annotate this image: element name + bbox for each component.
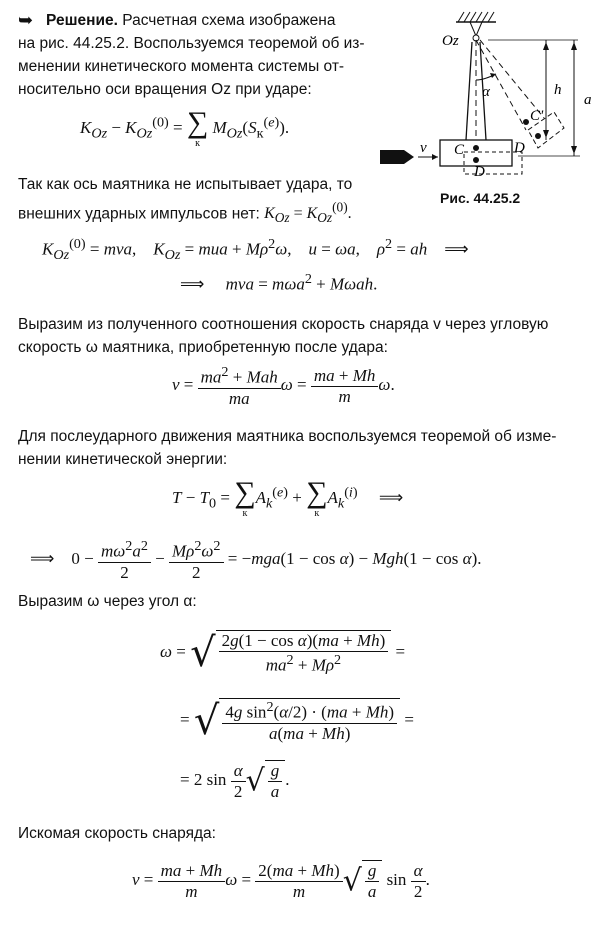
v-omega-equation: v = $\frac{ma^2 + Mah}{ma}$ ω = $\frac{ma + Mh}{m}$ ω. [172, 364, 395, 408]
figure-label-axis: Oz [442, 33, 459, 49]
result-equation: ⟹ mva = mωa$^2$ + Mωah. [180, 271, 378, 294]
figure-label-a: a [584, 92, 592, 108]
energy-theorem-equation: $T - T_0$ = ∑ к $A_k^{(e)}$ + ∑ к $A_k^{(i)}$ ⟹ [172, 476, 404, 519]
figure-label-c: C [454, 142, 465, 158]
figure-label-v: v [420, 140, 427, 156]
omega-equation-3: = 2 sin $\frac{\alpha}{2}$ √ $\frac{g}{a}$ . [180, 760, 290, 801]
express-v-text: Выразим из полученного соотношения скорость снаряда v через угловую скорость ω маятника, приобретенную после удара: [18, 316, 549, 356]
final-equation: v = $\frac{ma + Mh}{m}$ ω = $\frac{2(ma + Mh)}{m}$ √ $\frac{g}{a}$ sin $\frac{\alpha}{2}$ . [132, 860, 430, 901]
energy-text: Для послеударного движения маятника воспользуемся теоремой об изме- нении кинетической энергии: [18, 428, 557, 468]
figure-label-angle: α [482, 84, 490, 100]
relations-equation: $K_{Oz}^{(0)}$ = mva, $K_{Oz}$ = mua + $M\rho^2\omega$, u = ωa, $\rho^2$ = ah ⟹ [42, 236, 469, 264]
figure-label-d-prime: D [514, 140, 525, 156]
impact-theorem-equation: $K_{Oz} - K_{Oz}^{(0)}$ = ∑ к $M_{Oz}(S_к^{(e)})$. [80, 106, 290, 149]
figure-caption: Рис. 44.25.2 [440, 190, 521, 206]
figure-label-d: D [474, 164, 485, 180]
pendulum-figure [378, 0, 600, 200]
solution-heading: Решение. [46, 12, 118, 29]
omega-equation-1: ω = √ $\frac{\text{2g(1 − cos α)(ma + Mh)}}{ma^2 + M\rho^2}$ = [160, 630, 406, 676]
solution-intro: Решение. Расчетная схема изображена на рис. 44.25.2. Воспользуемся теоремой об из- менении кинетического момента системы от- носительно оси вращения Oz при ударе: [18, 12, 365, 98]
energy-expanded-equation: ⟹ 0 − $\frac{m\omega^2a^2}{2}$ − $\frac{M\rho^2\omega^2}{2}$ = −mga(1 − cos α) − Mgh(1 − cos α). [30, 538, 482, 582]
express-omega-text: Выразим ω через угол α: [18, 593, 197, 610]
figure-label-h: h [554, 82, 562, 98]
solution-arrow-icon: ➥ [18, 10, 34, 30]
no-impact-text: Так как ось маятника не испытывает удара, то внешних ударных импульсов нет: $K_{Oz} = K_{Oz}^{(0)}$. [18, 176, 353, 226]
figure-label-c-prime: C' [530, 108, 544, 124]
omega-equation-2: = √ $\frac{4g \sin^2(\alpha/2) \cdot (ma + Mh)}{a(ma + Mh)}$ = [180, 698, 414, 744]
required-text: Искомая скорость снаряда: [18, 825, 216, 842]
